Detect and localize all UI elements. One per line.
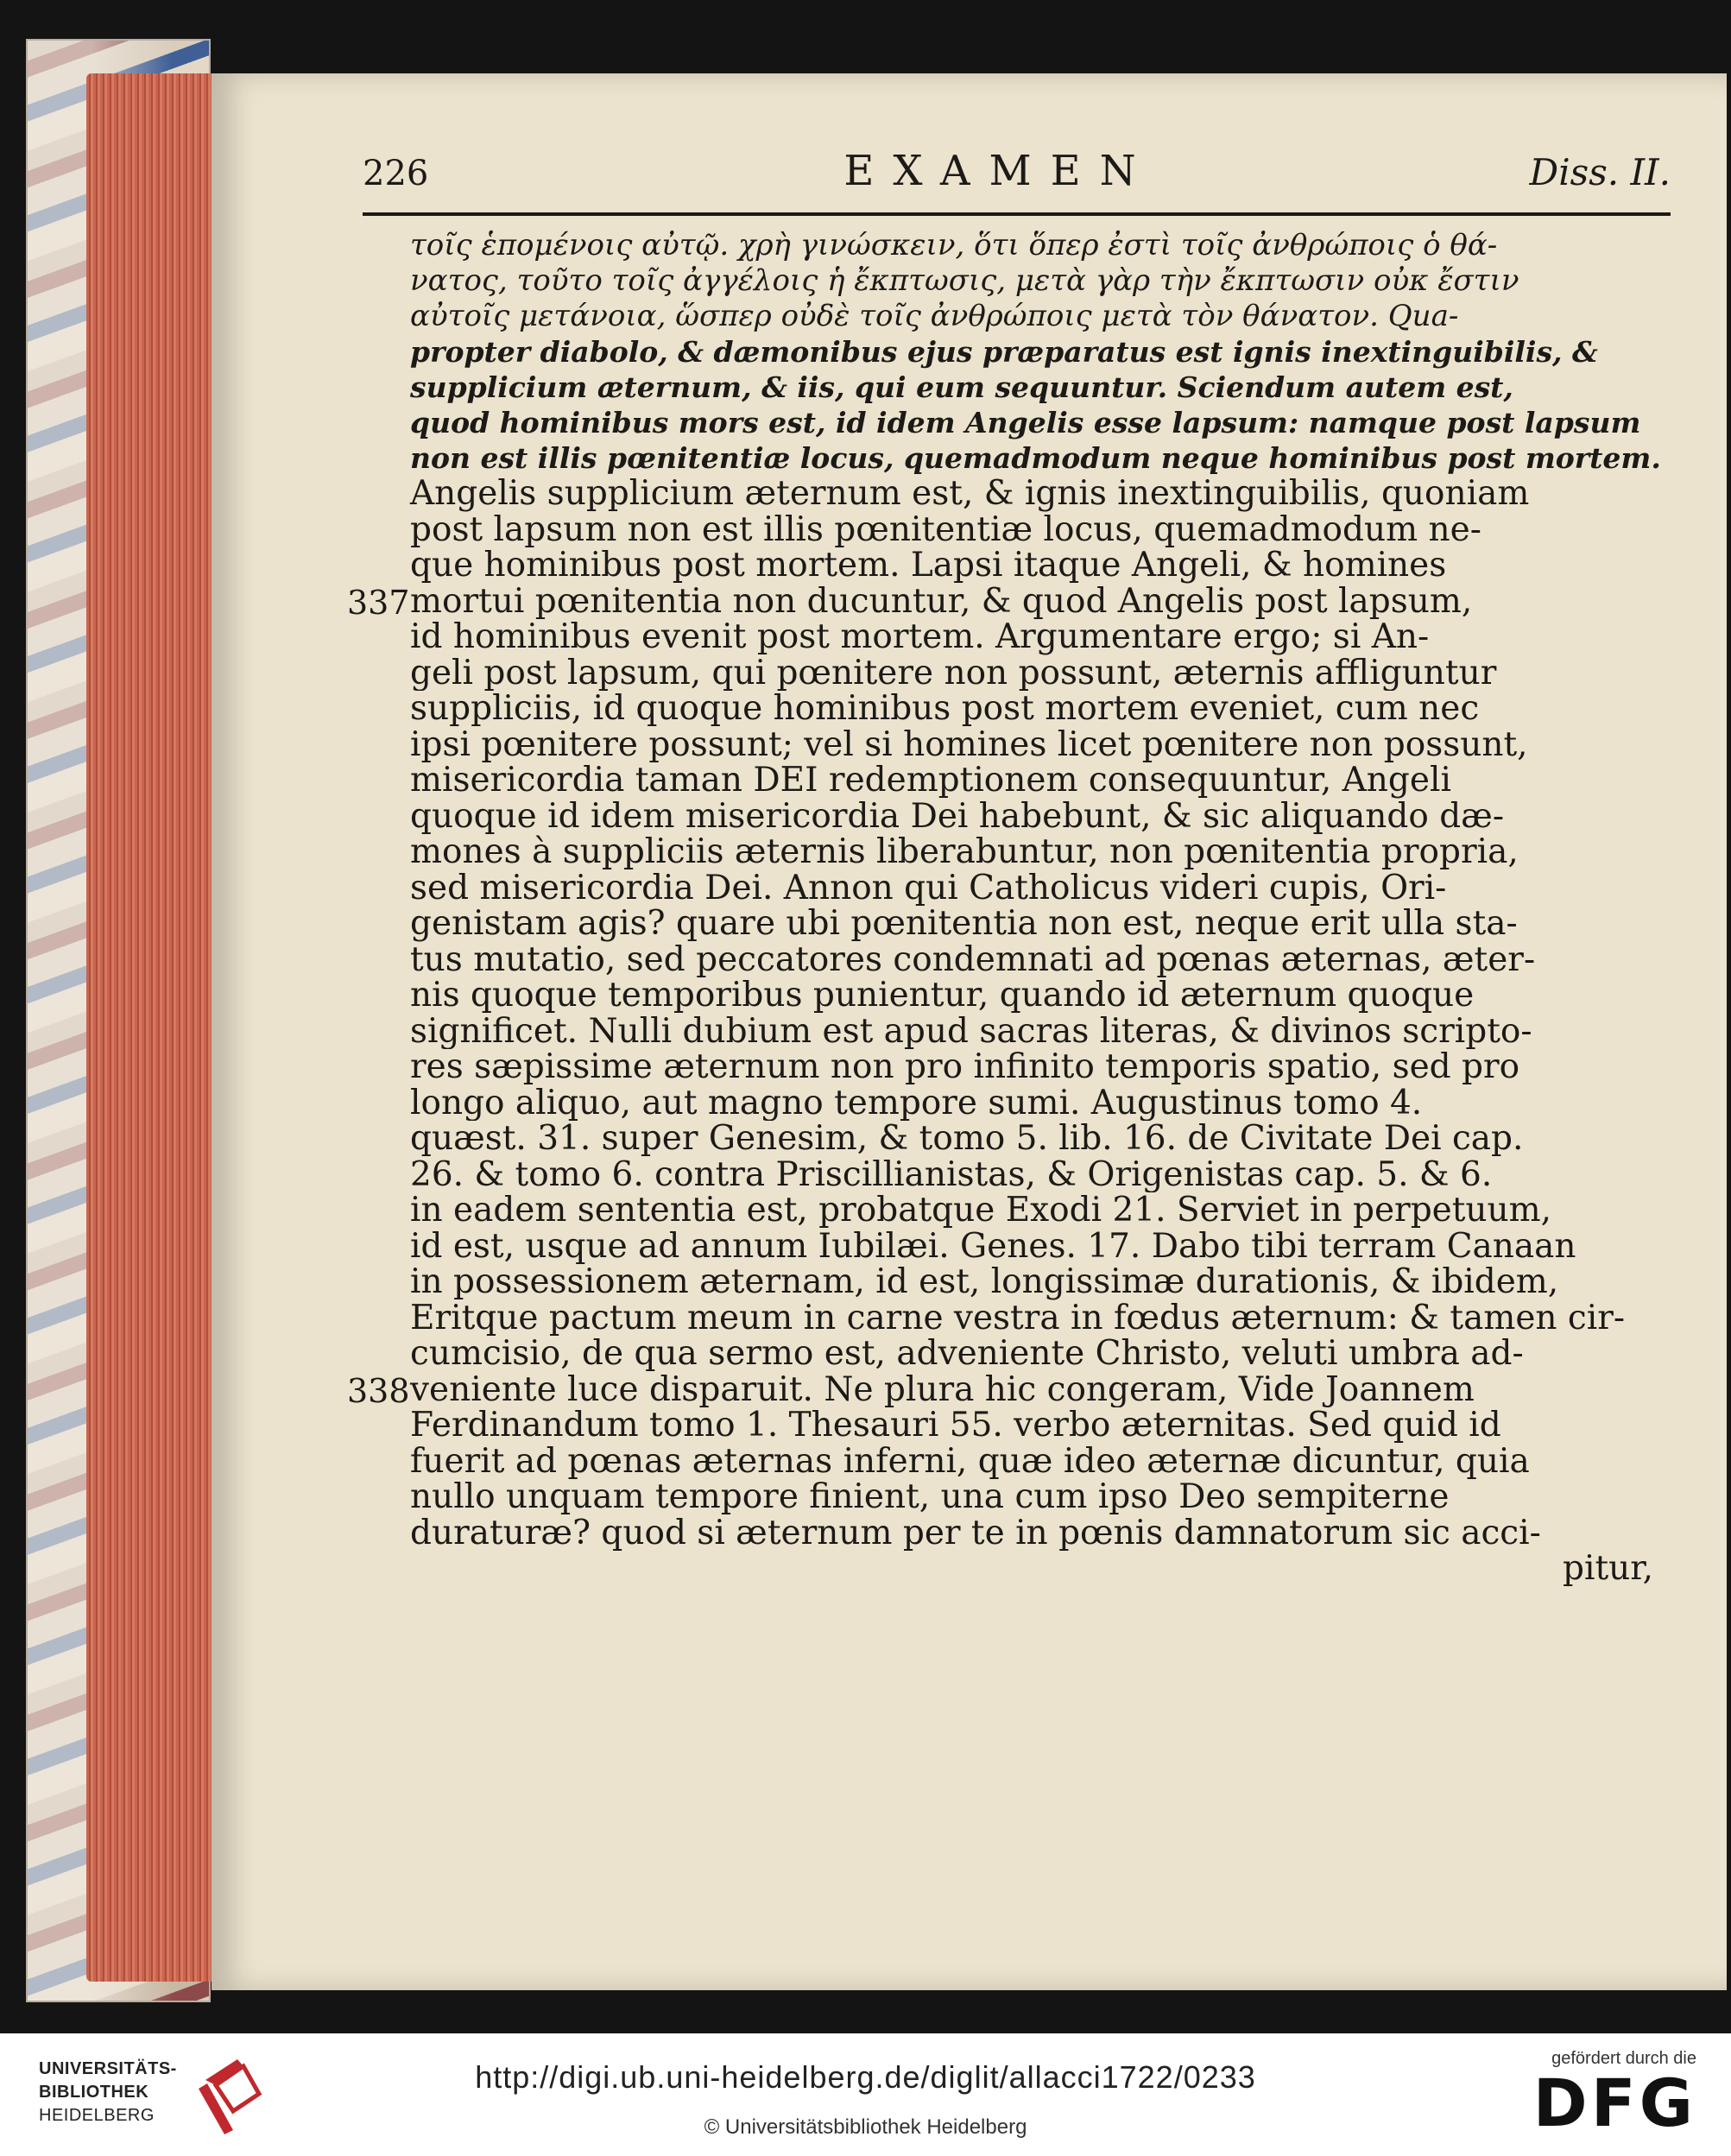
text-line: Eritque pactum meum in carne vestra in fœdus æternum: & tamen cir- — [410, 1299, 1626, 1336]
text-line: tus mutatio, sed peccatores condemnati ad pœnas æternas, æter- — [410, 941, 1536, 977]
text-line: non est illis pœnitentiæ locus, quemadmodum neque hominibus post mortem. — [410, 441, 1661, 475]
text-line: id hominibus evenit post mortem. Argumentare ergo; si An- — [410, 619, 1430, 655]
text-line: νατος, τοῦτο τοῖς ἀγγέλοις ἡ ἔκπτωσις, μετὰ γὰρ τὴν ἔκπτωσιν οὐκ ἔστιν — [410, 263, 1519, 298]
text-line: 26. & tomo 6. contra Priscillianistas, & Origenistas cap. 5. & 6. — [410, 1156, 1493, 1192]
text-line: quoque id idem misericordia Dei habebunt, & sic aliquando dæ- — [410, 798, 1505, 834]
text-block — [347, 147, 1671, 1587]
text-line: nis quoque temporibus punientur, quando id æternum quoque — [410, 977, 1475, 1014]
text-line: suppliciis, id quoque hominibus post mortem eveniet, cum nec — [410, 691, 1480, 727]
text-line: pitur, — [1563, 1551, 1653, 1587]
text-line: quæst. 31. super Genesim, & tomo 5. lib. 16. de Civitate Dei cap. — [410, 1121, 1524, 1157]
text-line: res sæpissime æternum non pro infinito temporis spatio, sed pro — [410, 1049, 1520, 1085]
text-line: veniente luce disparuit. Ne plura hic congeram, Vide Joannem — [410, 1371, 1475, 1407]
text-line: geli post lapsum, qui pœnitere non possunt, æternis affliguntur — [410, 654, 1497, 691]
running-title: EXAMEN — [843, 147, 1155, 195]
margin-number: 338 — [347, 1372, 410, 1410]
text-line: que hominibus post mortem. Lapsi itaque Angeli, & homines — [410, 547, 1447, 584]
document-url-link[interactable]: http://digi.ub.uni-heidelberg.de/diglit/allacci1722/0233 — [475, 2059, 1256, 2095]
page-fore-edge — [86, 73, 224, 1982]
text-line: cumcisio, de qua sermo est, adveniente Christo, veluti umbra ad- — [410, 1336, 1524, 1372]
text-line: duraturæ? quod si æternum per te in pœnis damnatorum sic acci- — [410, 1514, 1541, 1551]
text-line: supplicium æternum, & iis, qui eum sequuntur. Sciendum autem est, — [410, 370, 1513, 404]
text-line: longo aliquo, aut magno tempore sumi. Augustinus tomo 4. — [410, 1084, 1423, 1121]
section-reference: Diss. II. — [1529, 151, 1671, 193]
margin-number: 337 — [347, 584, 410, 622]
copyright-notice: © Universitätsbibliothek Heidelberg — [704, 2115, 1027, 2139]
text-line: mortui pœnitentia non ducuntur, & quod Angelis post lapsum, — [410, 583, 1473, 619]
text-line: quod hominibus mors est, id idem Angelis esse lapsum: namque post lapsum — [410, 406, 1641, 439]
page-number: 226 — [363, 154, 429, 193]
text-line: genistam agis? quare ubi pœnitentia non est, neque erit ulla sta- — [410, 906, 1518, 942]
footer-bar — [0, 2033, 1731, 2156]
text-line: Angelis supplicium æternum est, & ignis inextinguibilis, quoniam — [410, 476, 1530, 512]
dfg-logo: DFG — [1532, 2064, 1696, 2141]
text-line: mones à suppliciis æternis liberabuntur, non pœnitentia propria, — [410, 834, 1519, 870]
text-line: fuerit ad pœnas æternas inferni, quæ ideo æternæ dicuntur, quia — [410, 1443, 1530, 1479]
text-line: in eadem sententia est, probatque Exodi 21. Serviet in perpetuum, — [410, 1192, 1552, 1229]
text-line: post lapsum non est illis pœnitentiæ locus, quemadmodum ne- — [410, 511, 1481, 547]
header-rule — [363, 212, 1671, 216]
text-line: propter diabolo, & dæmonibus ejus præparatus est ignis inextinguibilis, & — [410, 335, 1598, 369]
text-line: αὐτοῖς μετάνοια, ὥσπερ οὐδὲ τοῖς ἀνθρώποις μετὰ τὸν θάνατον. Qua- — [410, 299, 1459, 333]
text-line: in possessionem æternam, id est, longissimæ durationis, & ibidem, — [410, 1264, 1559, 1300]
body-text — [347, 228, 1671, 1587]
text-line: misericordia taman DEI redemptionem consequuntur, Angeli — [410, 762, 1451, 799]
library-name-line3: HEIDELBERG — [39, 2106, 155, 2125]
text-line: τοῖς ἑπομένοις αὐτῷ. χρὴ γινώσκειν, ὅτι ὅπερ ἐστὶ τοῖς ἀνθρώποις ὁ θά- — [410, 228, 1498, 262]
text-line: sed misericordia Dei. Annon qui Catholicus videri cupis, Ori- — [410, 869, 1447, 906]
text-line: id est, usque ad annum Iubilæi. Genes. 17. Dabo tibi terram Canaan — [410, 1228, 1576, 1264]
text-line: Ferdinandum tomo 1. Thesauri 55. verbo æternitas. Sed quid id — [410, 1407, 1501, 1444]
library-name-line1: UNIVERSITÄTS- — [39, 2059, 177, 2078]
text-line: ipsi pœnitere possunt; vel si homines licet pœnitere non possunt, — [410, 726, 1528, 762]
text-line: nullo unquam tempore finient, una cum ipso Deo sempiterne — [410, 1479, 1450, 1515]
library-name-line2: BIBLIOTHEK — [39, 2083, 149, 2102]
page-header — [363, 147, 1671, 207]
funding-logo[interactable] — [1498, 2049, 1696, 2141]
text-line: significet. Nulli dubium est apud sacras literas, & divinos scripto- — [410, 1013, 1532, 1049]
funding-caption: gefördert durch die — [1551, 2049, 1696, 2068]
